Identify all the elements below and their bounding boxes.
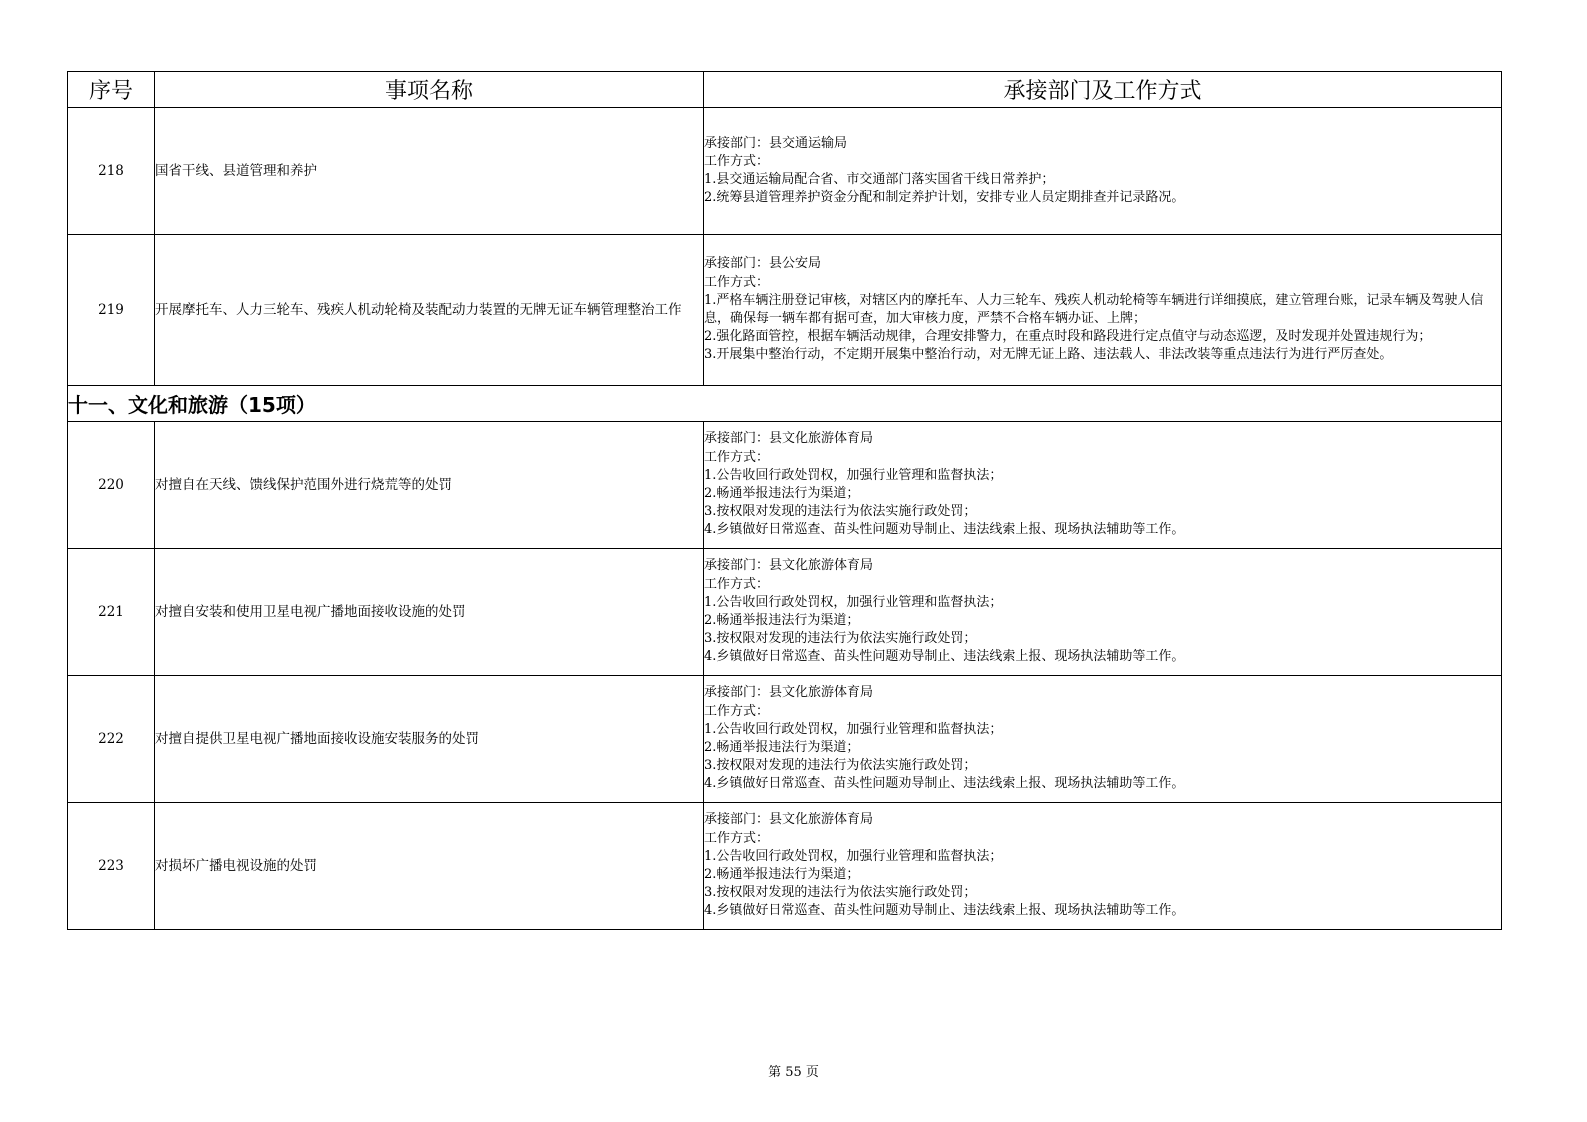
row-method — [704, 803, 1502, 930]
method-line: 2.畅通举报违法行为渠道； — [704, 486, 860, 501]
table-row — [68, 676, 1502, 803]
row-name: 对损坏广播电视设施的处罚 — [155, 803, 704, 930]
method-line: 3.按权限对发现的违法行为依法实施行政处罚； — [704, 758, 977, 774]
method-line: 2.畅通举报违法行为渠道； — [704, 740, 860, 755]
row-name: 国省干线、县道管理和养护 — [155, 108, 704, 235]
method-line: 工作方式： — [704, 830, 770, 846]
matters-table — [67, 71, 1502, 930]
section-row — [68, 386, 1502, 422]
method-line: 1.公告收回行政处罚权，加强行业管理和监督执法； — [704, 848, 1003, 864]
table-row — [68, 422, 1502, 549]
method-line: 3.开展集中整治行动，不定期开展集中整治行动，对无牌无证上路、违法载人、非法改装等重点违法行为进行严厉查处。 — [704, 347, 1393, 363]
method-line: 1.公告收回行政处罚权，加强行业管理和监督执法； — [704, 721, 1003, 737]
method-line: 承接部门：县交通运输局 — [704, 135, 848, 151]
row-seq: 223 — [68, 803, 155, 930]
method-line: 3.按权限对发现的违法行为依法实施行政处罚； — [704, 885, 977, 901]
method-line: 4.乡镇做好日常巡查、苗头性问题劝导制止、违法线索上报、现场执法辅助等工作。 — [704, 903, 1185, 919]
row-seq: 218 — [68, 108, 155, 235]
row-method — [704, 108, 1502, 235]
table-row — [68, 549, 1502, 676]
method-line: 2.强化路面管控，根据车辆活动规律，合理安排警力，在重点时段和路段进行定点值守与动态巡逻，及时发现并处置违规行为； — [704, 329, 1432, 345]
method-line: 3.按权限对发现的违法行为依法实施行政处罚； — [704, 504, 977, 520]
method-line: 工作方式： — [704, 274, 770, 290]
header-name: 事项名称 — [155, 72, 704, 108]
row-method — [704, 235, 1502, 386]
method-line: 承接部门：县文化旅游体育局 — [704, 558, 874, 574]
header-method: 承接部门及工作方式 — [704, 72, 1502, 108]
method-line: 3.按权限对发现的违法行为依法实施行政处罚； — [704, 631, 977, 647]
method-line: 1.公告收回行政处罚权，加强行业管理和监督执法； — [704, 594, 1003, 610]
row-name: 开展摩托车、人力三轮车、残疾人机动轮椅及装配动力装置的无牌无证车辆管理整治工作 — [155, 235, 704, 386]
row-name: 对擅自安装和使用卫星电视广播地面接收设施的处罚 — [155, 549, 704, 676]
row-method — [704, 549, 1502, 676]
row-seq: 219 — [68, 235, 155, 386]
method-line: 2.畅通举报违法行为渠道； — [704, 867, 860, 882]
section-heading: 十一、文化和旅游（15项） — [68, 386, 1502, 422]
row-seq: 221 — [68, 549, 155, 676]
method-line: 工作方式： — [704, 153, 770, 169]
table-row — [68, 235, 1502, 386]
method-line: 4.乡镇做好日常巡查、苗头性问题劝导制止、违法线索上报、现场执法辅助等工作。 — [704, 649, 1185, 665]
table-row — [68, 108, 1502, 235]
method-line: 承接部门：县文化旅游体育局 — [704, 812, 874, 828]
method-line: 工作方式： — [704, 576, 770, 592]
row-seq: 222 — [68, 676, 155, 803]
method-line: 2.统筹县道管理养护资金分配和制定养护计划，安排专业人员定期排查并记录路况。 — [704, 190, 1185, 206]
method-line: 承接部门：县文化旅游体育局 — [704, 431, 874, 447]
table-header-row — [68, 72, 1502, 108]
method-line: 承接部门：县文化旅游体育局 — [704, 685, 874, 701]
method-line: 4.乡镇做好日常巡查、苗头性问题劝导制止、违法线索上报、现场执法辅助等工作。 — [704, 522, 1185, 538]
page-number: 第 55 页 — [768, 1065, 819, 1080]
method-line: 4.乡镇做好日常巡查、苗头性问题劝导制止、违法线索上报、现场执法辅助等工作。 — [704, 776, 1185, 792]
method-line: 工作方式： — [704, 703, 770, 719]
method-line: 1.公告收回行政处罚权，加强行业管理和监督执法； — [704, 467, 1003, 483]
method-line: 1.县交通运输局配合省、市交通部门落实国省干线日常养护； — [704, 172, 1055, 187]
method-line: 1.严格车辆注册登记审核，对辖区内的摩托车、人力三轮车、残疾人机动轮椅等车辆进行详细摸底，建立管理台账，记录车辆及驾驶人信息，确保每一辆车都有据可查，加大审核力度，严禁不合格车辆办证、上牌； — [704, 292, 1484, 326]
row-method — [704, 422, 1502, 549]
table-row — [68, 803, 1502, 930]
method-line: 承接部门：县公安局 — [704, 256, 822, 272]
row-name: 对擅自提供卫星电视广播地面接收设施安装服务的处罚 — [155, 676, 704, 803]
method-line: 工作方式： — [704, 449, 770, 465]
method-line: 2.畅通举报违法行为渠道； — [704, 613, 860, 628]
row-method — [704, 676, 1502, 803]
row-name: 对擅自在天线、馈线保护范围外进行烧荒等的处罚 — [155, 422, 704, 549]
row-seq: 220 — [68, 422, 155, 549]
header-seq: 序号 — [68, 72, 155, 108]
